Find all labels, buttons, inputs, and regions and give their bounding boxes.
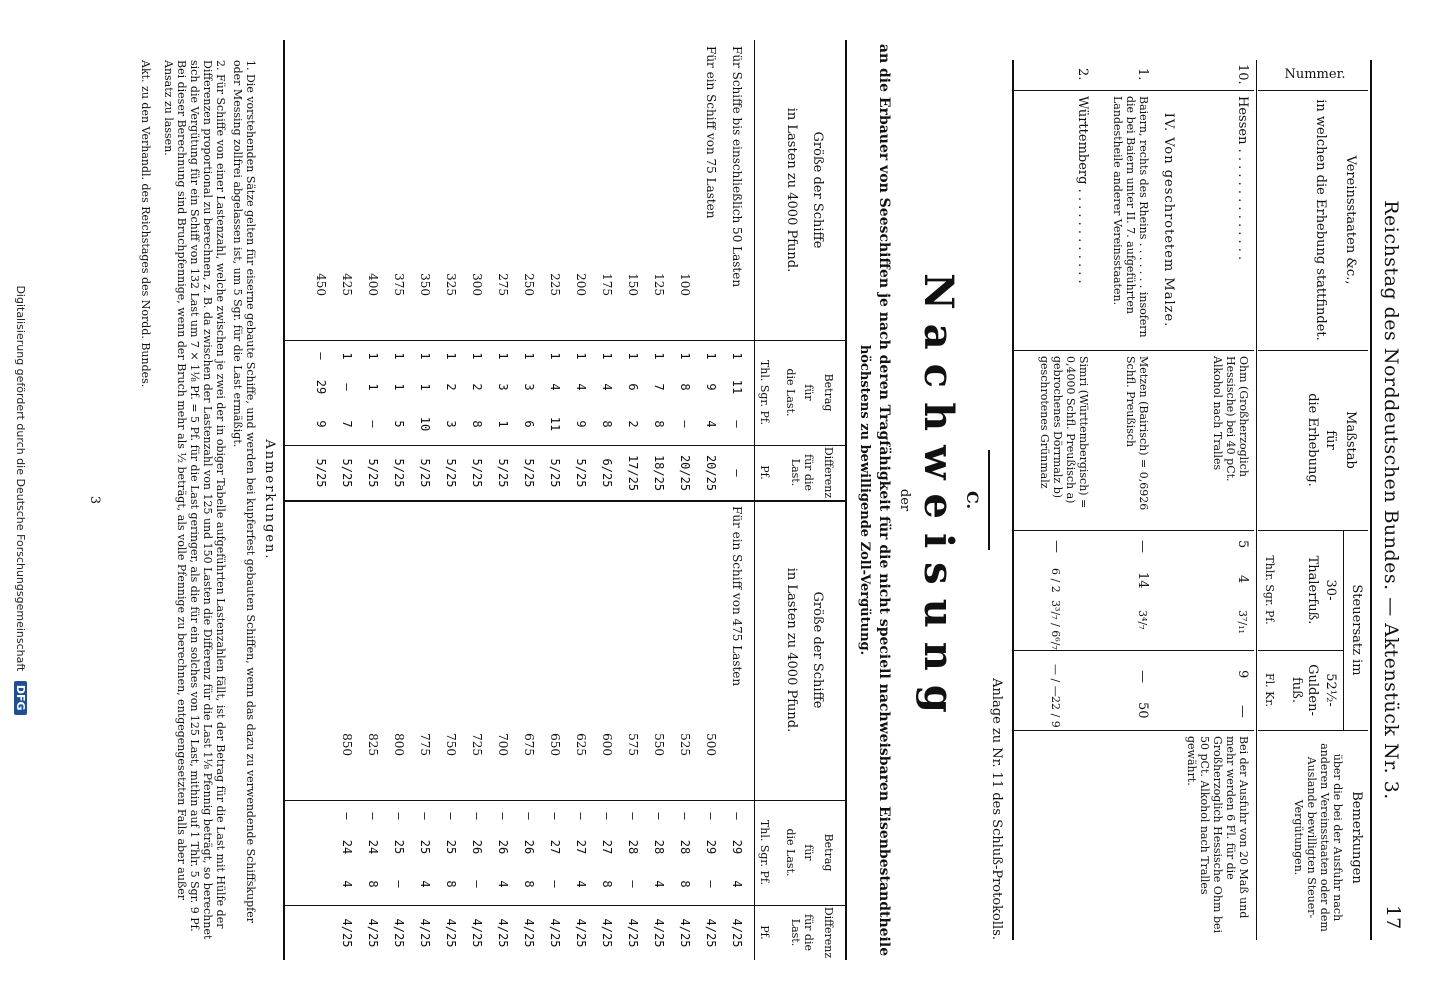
t2-right-size-cell: 675 <box>522 733 536 756</box>
notes-title: Anmerkungen. <box>262 439 277 561</box>
row-wuerttemberg-pf: 3³/₇ / 6⁶/₇ <box>1049 600 1062 650</box>
t2-left-diff-cell: 5/25 <box>444 458 458 488</box>
row-wuerttemberg-num: 2. <box>1075 68 1090 81</box>
table-row <box>593 500 619 960</box>
t2-left-size-sub: in Lasten zu 4000 Pfund. <box>784 107 799 273</box>
header-gulden-units: Fl. Kr. <box>1263 673 1276 707</box>
t2-left-diff-cell: 5/25 <box>522 458 536 488</box>
t2-left-pf-cell: — <box>678 420 692 428</box>
header-gulden-sub: Gulden- <box>1305 664 1320 716</box>
t2-left-thl-cell: 1 <box>522 352 536 360</box>
t2-left-sgr-cell: 1 <box>392 383 406 391</box>
row-wuerttemberg-thlr: — <box>1049 540 1064 553</box>
t2-right-pf-cell: 4 <box>418 880 432 888</box>
t2-left-pf-cell: 4 <box>704 420 718 428</box>
t2-left-thl-cell: 1 <box>496 352 510 360</box>
t2-left-diff-cell: 5/25 <box>366 458 380 488</box>
t2-right-thl-cell: — <box>626 812 640 820</box>
note-2: 2. Für Schiffe von einer Lastenzahl, welche zwischen je zwei der in obiger Tabelle aufgeführten Lastenzahlen fällt, ist der Betrag für die Last mit Hülfe der Differenzen proportional zu berechnen, z. B. da zwischen der Lastenzahl von 125 und 150 Lasten die Differenz für die Last 1⅛ Pfennig beträgt, so berechnet sich die Vergütung für ein Schiff von 132 Last um 7 × 1⅛ Pf. = 5 Pf. für die Last geringer, als die für ein solches von 125 Last, mithin auf 1 Thlr. 5 Sgr. 9 Pf. Bei dieser Berechnung sind Bruchpfennige, wenn der Bruch mehr als ½ beträgt, als volle Pfennige zu berechnen, entgegengesetzten Falls aber außer Ansatz zu lassen. <box>162 60 227 940</box>
table-row <box>593 40 619 500</box>
t2-right-pf-cell: — <box>704 880 718 888</box>
t2-right-size-cell: 725 <box>470 733 484 756</box>
table-row <box>307 40 333 500</box>
row-wuerttemberg-massstab: Simri (Württembergisch) = 0,4000 Schfl. Preußisch a) gebrochenes Dörrmalz b) geschrotenes Grünmalz <box>1038 356 1090 509</box>
table-row <box>411 500 437 960</box>
t2-left-sgr-cell: 4 <box>548 383 562 391</box>
table-row <box>385 40 411 500</box>
page-number: 17 <box>1382 905 1404 930</box>
t2-right-sgr-cell: 26 <box>470 839 484 855</box>
t2-left-sgr-cell: 2 <box>444 383 458 391</box>
t2-right-betrag-sub2: die Last. <box>784 828 797 877</box>
t2-left-diff-cell: 6/25 <box>600 458 614 488</box>
t2-left-pf-cell: — <box>730 420 744 428</box>
t2-left-pf-cell: 8 <box>470 420 484 428</box>
row-baiern-thlr: — <box>1135 540 1150 553</box>
dfg-logo: DFG <box>14 681 27 715</box>
row-hessen-num: 10. <box>1235 64 1250 85</box>
t2-left-betrag-sub: für <box>802 384 815 401</box>
header-massstab: Maßstab <box>1343 411 1358 469</box>
t2-left-thl-cell: 1 <box>678 352 692 360</box>
t2-left-pf-cell: 1 <box>496 420 510 428</box>
t2-left-size-cell: 175 <box>600 273 614 296</box>
t2-right-pf-cell: 8 <box>522 880 536 888</box>
header-steuersatz: Steuersatz im <box>1349 584 1364 676</box>
t2-left-sgr-cell: 3 <box>522 383 536 391</box>
t2-left-thl-cell: 1 <box>600 352 614 360</box>
t2-right-thl-cell: — <box>366 812 380 820</box>
row-wuerttemberg-state: Württemberg . . . . . . . . . . . . <box>1075 96 1090 284</box>
t2-left-pf-cell: 6 <box>522 420 536 428</box>
t2-right-sgr-cell: 25 <box>444 839 458 855</box>
t2-left-pf-cell: 8 <box>600 420 614 428</box>
t2-right-size-cell: 500 <box>704 733 718 756</box>
t2-left-size-cell: 125 <box>652 273 666 296</box>
row-hessen-sgr: 4 <box>1235 575 1250 584</box>
table-row <box>333 500 359 960</box>
t2-right-pf-cell: 4 <box>730 880 744 888</box>
t2-right-sgr-cell: 25 <box>418 839 432 855</box>
t2-right-thl-cell: — <box>574 812 588 820</box>
table-row <box>723 500 749 960</box>
table-row <box>463 500 489 960</box>
row-baiern-kr: 50 <box>1135 702 1150 719</box>
t2-right-diff-cell: 4/25 <box>444 918 458 948</box>
t2-right-diff-cell: 4/25 <box>548 918 562 948</box>
t2-left-size-cell: Für Schiffe bis einschließlich 50 Lasten <box>730 46 744 288</box>
t2-left-sgr-cell: 29 <box>314 379 328 395</box>
t2-right-sgr-cell: 28 <box>678 839 692 855</box>
table-row <box>359 500 385 960</box>
t2-left-thl-cell: 1 <box>418 352 432 360</box>
t2-right-size-cell: 750 <box>444 733 458 756</box>
t2-left-sgr-cell: — <box>340 383 354 391</box>
table-row <box>411 40 437 500</box>
row-hessen-fl: 9 <box>1235 670 1250 679</box>
t2-right-pf-cell: 4 <box>574 880 588 888</box>
t2-left-thl-cell: 1 <box>340 352 354 360</box>
t2-right-pf-cell: — <box>392 880 406 888</box>
table-row <box>541 40 567 500</box>
t2-left-thl-cell: 1 <box>704 352 718 360</box>
t2-left-diff-cell: 5/25 <box>548 458 562 488</box>
t2-left-thl-cell: 1 <box>392 352 406 360</box>
t2-right-pf-cell: 4 <box>652 880 666 888</box>
t2-right-pf-cell: 4 <box>340 880 354 888</box>
t2-left-sgr-cell: 2 <box>470 383 484 391</box>
row-hessen-massstab: Ohm (Großherzoglich Hessische) bei 40 pCt. Alkohol nach Tralles <box>1211 356 1250 482</box>
t2-right-pf-cell: 8 <box>444 880 458 888</box>
table-row <box>359 40 385 500</box>
t2-left-size-cell: 200 <box>574 273 588 296</box>
t2-right-size-cell: 775 <box>418 733 432 756</box>
t2-right-sgr-cell: 27 <box>574 839 588 855</box>
t2-right-size-head: Größe der Schiffe <box>810 591 825 709</box>
t2-right-pf-cell: 4 <box>496 880 510 888</box>
t2-right-betrag-sub: für <box>802 844 815 861</box>
row-baiern-sgr: 14 <box>1135 572 1150 589</box>
table-row <box>385 500 411 960</box>
row-wuerttemberg-kr: 22 / 9 <box>1049 696 1062 728</box>
table2 <box>285 40 845 960</box>
table-row <box>671 40 697 500</box>
table2-bottom-rule <box>283 40 285 960</box>
t2-left-thl-cell: 1 <box>548 352 562 360</box>
t2-right-size-cell: 825 <box>366 733 380 756</box>
t2-left-sgr-cell: 7 <box>652 383 666 391</box>
t2-right-size-cell: 650 <box>548 733 562 756</box>
digitization-credit <box>14 0 27 1000</box>
t2-left-thl-cell: — <box>314 352 328 360</box>
t2-left-diff-cell: 20/25 <box>678 454 692 492</box>
t2-right-sgr-cell: 28 <box>652 839 666 855</box>
t2-right-diff-cell: 4/25 <box>340 918 354 948</box>
t2-right-thl-cell: — <box>496 812 510 820</box>
t2-left-pf-cell: 11 <box>548 416 562 432</box>
t2-right-size-cell: 850 <box>340 733 354 756</box>
t2-right-sgr-cell: 24 <box>340 839 354 855</box>
t2-left-pf-cell: 9 <box>574 420 588 428</box>
t2-right-size-cell: 600 <box>600 733 614 756</box>
table-row <box>671 500 697 960</box>
t2-right-thl-cell: — <box>470 812 484 820</box>
t2-left-thl-cell: 1 <box>730 352 744 360</box>
t2-left-pf-cell: 9 <box>314 420 328 428</box>
t2-left-sgr-cell: 6 <box>626 383 640 391</box>
t2-left-size-cell: 400 <box>366 273 380 296</box>
t2-right-thl-cell: — <box>600 812 614 820</box>
t2-right-diff-cell: 4/25 <box>496 918 510 948</box>
t2-left-pf-cell: 10 <box>418 416 432 432</box>
t2-left-diff-cell: 18/25 <box>652 454 666 492</box>
table-row <box>697 40 723 500</box>
t2-right-size-cell: Für ein Schiff von 475 Lasten <box>730 506 744 687</box>
t2-right-pf-cell: 8 <box>366 880 380 888</box>
row-hessen-state: Hessen . . . . . . . . . . . . . . <box>1235 96 1250 261</box>
row-wuerttemberg-fl: — / — <box>1049 664 1062 697</box>
t2-right-sgr-cell: 27 <box>600 839 614 855</box>
page-header-title: Reichstag des Norddeutschen Bundes. — Aktenstück Nr. 3. <box>1380 200 1402 800</box>
t2-left-thl-cell: 1 <box>444 352 458 360</box>
t2-right-units: Thl. Sgr. Pf. <box>758 819 771 886</box>
short-rule <box>988 450 990 550</box>
t2-left-diff-cell: 5/25 <box>340 458 354 488</box>
digitization-text: Digitalisierung gefördert durch die Deutsche Forschungsgemeinschaft <box>14 285 27 672</box>
t2-right-diff-cell: 4/25 <box>704 918 718 948</box>
table1-body <box>1004 60 1254 940</box>
t2-right-thl-cell: — <box>340 812 354 820</box>
t2-left-pf-cell: 2 <box>626 420 640 428</box>
header-massstab-sub2: die Erhebung. <box>1305 393 1320 487</box>
section-c-subtitle2: höchstens zu bewilligende Zoll-Vergütung. <box>857 344 872 656</box>
header-thaler-sub: Thalerfuß. <box>1305 555 1320 625</box>
t2-left-size-cell: 100 <box>678 273 692 296</box>
row-baiern-massstab: Metzen (Bairisch) = 0,6926 Schfl. Preußisch <box>1124 356 1150 511</box>
header-gulden: 52½- <box>1323 673 1338 707</box>
header-massstab-sub1: für <box>1323 430 1338 450</box>
t2-right-thl-cell: — <box>548 812 562 820</box>
t2-left-diff-cell: — <box>730 469 744 477</box>
header-thaler: 30- <box>1323 579 1338 601</box>
row-hessen-remark: Bei der Ausfuhr von 20 Maß und mehr werden 6 Fl. für die Großherzoglich Hessische Ohm bei 50 pCt. Alkohol nach Tralles gewährt. <box>1185 736 1250 934</box>
table-row <box>489 500 515 960</box>
row-baiern-num: 1. <box>1135 68 1150 81</box>
t2-right-size-cell: 575 <box>626 733 640 756</box>
t2-right-diff-cell: 4/25 <box>574 918 588 948</box>
t2-left-diff-cell: 5/25 <box>496 458 510 488</box>
t2-left-diff-cell: 5/25 <box>314 458 328 488</box>
t2-left-size-cell: 250 <box>522 273 536 296</box>
t2-right-sgr-cell: 28 <box>626 839 640 855</box>
row-baiern-state: Baiern, rechts des Rheins . . . . . . . insofern die bei Baiern unter II. 7. aufgeführten Landestheile anderer Vereinsstaaten. <box>1111 96 1150 338</box>
t2-right-thl-cell: — <box>704 812 718 820</box>
t2-left-size-cell: Für ein Schiff von 75 Lasten <box>704 46 718 219</box>
t2-right-diff-cell: 4/25 <box>366 918 380 948</box>
row-hessen-kr: — <box>1235 705 1250 718</box>
t2-right-diff-cell: 4/25 <box>626 918 640 948</box>
row-hessen-pf: 3⁷/₁₁ <box>1236 610 1249 634</box>
t2-left-size-cell: 375 <box>392 273 406 296</box>
t2-left-thl-cell: 1 <box>366 352 380 360</box>
table-row <box>645 500 671 960</box>
notes-footer-ref: Akt. zu den Verhandl. des Reichstages des Nordd. Bundes. <box>139 60 152 388</box>
header-vereinsstaaten: Vereinsstaaten &c., <box>1343 155 1358 285</box>
t2-right-size-cell: 550 <box>652 733 666 756</box>
table-row <box>437 40 463 500</box>
t2-right-diff-cell: 4/25 <box>678 918 692 948</box>
table-row <box>333 40 359 500</box>
t2-right-diff: Differenz <box>822 906 835 959</box>
t2-left-size-cell: 225 <box>548 273 562 296</box>
t2-right-thl-cell: — <box>522 812 536 820</box>
t2-right-pf-cell: — <box>626 880 640 888</box>
section-iv-title: IV. Von geschrotetem Malze. <box>1161 112 1176 328</box>
t2-left-pf-cell: 7 <box>340 420 354 428</box>
t2-right-sgr-cell: 26 <box>496 839 510 855</box>
section-c-title: Nachweisung <box>915 273 962 727</box>
t2-left-thl-cell: 1 <box>574 352 588 360</box>
t2-left-diff-cell: 20/25 <box>704 454 718 492</box>
t2-right-sgr-cell: 25 <box>392 839 406 855</box>
table-row <box>645 40 671 500</box>
table2-top-rule <box>845 40 847 960</box>
t2-right-diff-sub: für die Last. <box>789 914 815 951</box>
t2-right-diff-cell: 4/25 <box>652 918 666 948</box>
t2-left-diff-cell: 5/25 <box>574 458 588 488</box>
header-thaler-units: Thlr. Sgr. Pf. <box>1263 555 1276 625</box>
t2-left-sgr-cell: 3 <box>496 383 510 391</box>
t2-right-size-cell: 625 <box>574 733 588 756</box>
table-row <box>567 500 593 960</box>
table-row <box>541 500 567 960</box>
t2-right-thl-cell: — <box>652 812 666 820</box>
header-vereinsstaaten-sub: in welchen die Erhebung stattfindet. <box>1313 99 1328 341</box>
t2-left-size-head: Größe der Schiffe <box>810 131 825 249</box>
section-c-subtitle: an die Erbauer von Seeschiffen je nach deren Tragfähigkeit für die nicht speciell nachweisbaren Eisenbestandtheile <box>876 43 892 957</box>
table1-bottom-rule <box>1012 60 1014 940</box>
table1-header <box>1258 60 1368 940</box>
t2-right-sgr-cell: 26 <box>522 839 536 855</box>
header-gulden-sub2: fuß. <box>1289 677 1304 703</box>
t2-right-sgr-cell: 27 <box>548 839 562 855</box>
t2-right-pf-cell: — <box>548 880 562 888</box>
table-row <box>515 40 541 500</box>
t2-right-size-cell: 700 <box>496 733 510 756</box>
t2-left-pf-cell: 8 <box>652 420 666 428</box>
t2-right-pf-cell: 8 <box>600 880 614 888</box>
table1-header-rule <box>1256 60 1257 940</box>
t2-left-sgr-cell: 4 <box>600 383 614 391</box>
t2-right-thl-cell: — <box>730 812 744 820</box>
t2-right-sgr-cell: 29 <box>704 839 718 855</box>
t2-right-pf-cell: 8 <box>678 880 692 888</box>
notes-footer-num: 3 <box>87 495 102 505</box>
t2-left-sgr-cell: 9 <box>704 383 718 391</box>
t2-left-sgr-cell: 1 <box>366 383 380 391</box>
t2-left-pf-cell: 5 <box>392 420 406 428</box>
t2-right-diff-cell: 4/25 <box>470 918 484 948</box>
t2-left-thl-cell: 1 <box>626 352 640 360</box>
t2-left-sgr-cell: 1 <box>418 383 432 391</box>
t2-left-diff: Differenz <box>822 446 835 499</box>
table-row <box>515 500 541 960</box>
t2-right-diff-cell: 4/25 <box>522 918 536 948</box>
t2-right-pf-cell: — <box>470 880 484 888</box>
row-baiern-fl: — <box>1135 670 1150 683</box>
section-c-letter: C. <box>963 490 982 510</box>
t2-right-thl-cell: — <box>418 812 432 820</box>
t2-left-size-cell: 300 <box>470 273 484 296</box>
t2-left-thl-cell: 1 <box>470 352 484 360</box>
t2-left-diff-cell: 5/25 <box>470 458 484 488</box>
t2-left-diff-cell: 5/25 <box>392 458 406 488</box>
table-row <box>567 40 593 500</box>
t2-right-sgr-cell: 24 <box>366 839 380 855</box>
t2-left-sgr-cell: 11 <box>730 379 744 395</box>
t2-right-diff-cell: 4/25 <box>600 918 614 948</box>
t2-left-diff-cell: 5/25 <box>418 458 432 488</box>
t2-left-size-cell: 450 <box>314 273 328 296</box>
table-row <box>697 500 723 960</box>
header-nummer: Nummer. <box>1284 67 1346 82</box>
t2-left-pf-cell: — <box>366 420 380 428</box>
t2-left-size-cell: 150 <box>626 273 640 296</box>
table-row <box>723 40 749 500</box>
section-c-der: der <box>897 488 912 512</box>
t2-left-diff-sub: für die Last. <box>789 454 815 491</box>
note-1: 1. Die vorstehenden Sätze gelten für eiserne gebaute Schiffe, und werden bei kupferfest gebauten Schiffen, wenn das dazu zu verwendende Schiffskupfer oder Messing zollfrei abgelassen ist, um 5 Sgr. für die Last ermäßigt. <box>231 60 257 923</box>
table-row <box>489 40 515 500</box>
table1-top-rule <box>1370 60 1372 940</box>
t2-right-size-cell: 800 <box>392 733 406 756</box>
row-baiern-pf: 3⁴/₇ <box>1136 610 1149 630</box>
table-row <box>619 500 645 960</box>
header-bemerkungen: Bemerkungen <box>1349 791 1364 884</box>
t2-right-diff-unit: Pf. <box>758 925 771 940</box>
header-bemerkungen-sub: über die bei der Ausfuhr nach anderen Vereinsstaaten oder dem Auslande bewilligten Steuer-Vergütungen. <box>1292 743 1344 932</box>
t2-left-diff-unit: Pf. <box>758 465 771 480</box>
t2-right-size-sub: in Lasten zu 4000 Pfund. <box>784 567 799 733</box>
t2-right-diff-cell: 4/25 <box>392 918 406 948</box>
t2-left-size-cell: 275 <box>496 273 510 296</box>
t2-left-pf-cell: 3 <box>444 420 458 428</box>
table-row <box>619 40 645 500</box>
t2-right-betrag: Betrag <box>822 833 835 872</box>
t2-left-size-cell: 350 <box>418 273 432 296</box>
table-row <box>437 500 463 960</box>
t2-right-diff-cell: 4/25 <box>730 918 744 948</box>
t2-right-thl-cell: — <box>444 812 458 820</box>
t2-left-size-cell: 325 <box>444 273 458 296</box>
t2-left-betrag: Betrag <box>822 373 835 412</box>
t2-right-sgr-cell: 29 <box>730 839 744 855</box>
t2-left-size-cell: 425 <box>340 273 354 296</box>
t2-left-diff-cell: 17/25 <box>626 454 640 492</box>
t2-right-thl-cell: — <box>392 812 406 820</box>
row-wuerttemberg-sgr: 6 / 2 <box>1049 568 1062 593</box>
row-hessen-thlr: 5 <box>1235 540 1250 549</box>
t2-left-thl-cell: 1 <box>652 352 666 360</box>
annex-label: Anlage zu Nr. 11 des Schluß-Protokolls. <box>989 678 1004 940</box>
t2-left-sgr-cell: 4 <box>574 383 588 391</box>
table-row <box>463 40 489 500</box>
t2-right-thl-cell: — <box>678 812 692 820</box>
t2-right-diff-cell: 4/25 <box>418 918 432 948</box>
t2-left-units: Thl. Sgr. Pf. <box>758 359 771 426</box>
t2-left-sgr-cell: 8 <box>678 383 692 391</box>
t2-left-betrag-sub2: die Last. <box>784 368 797 417</box>
t2-right-size-cell: 525 <box>678 733 692 756</box>
